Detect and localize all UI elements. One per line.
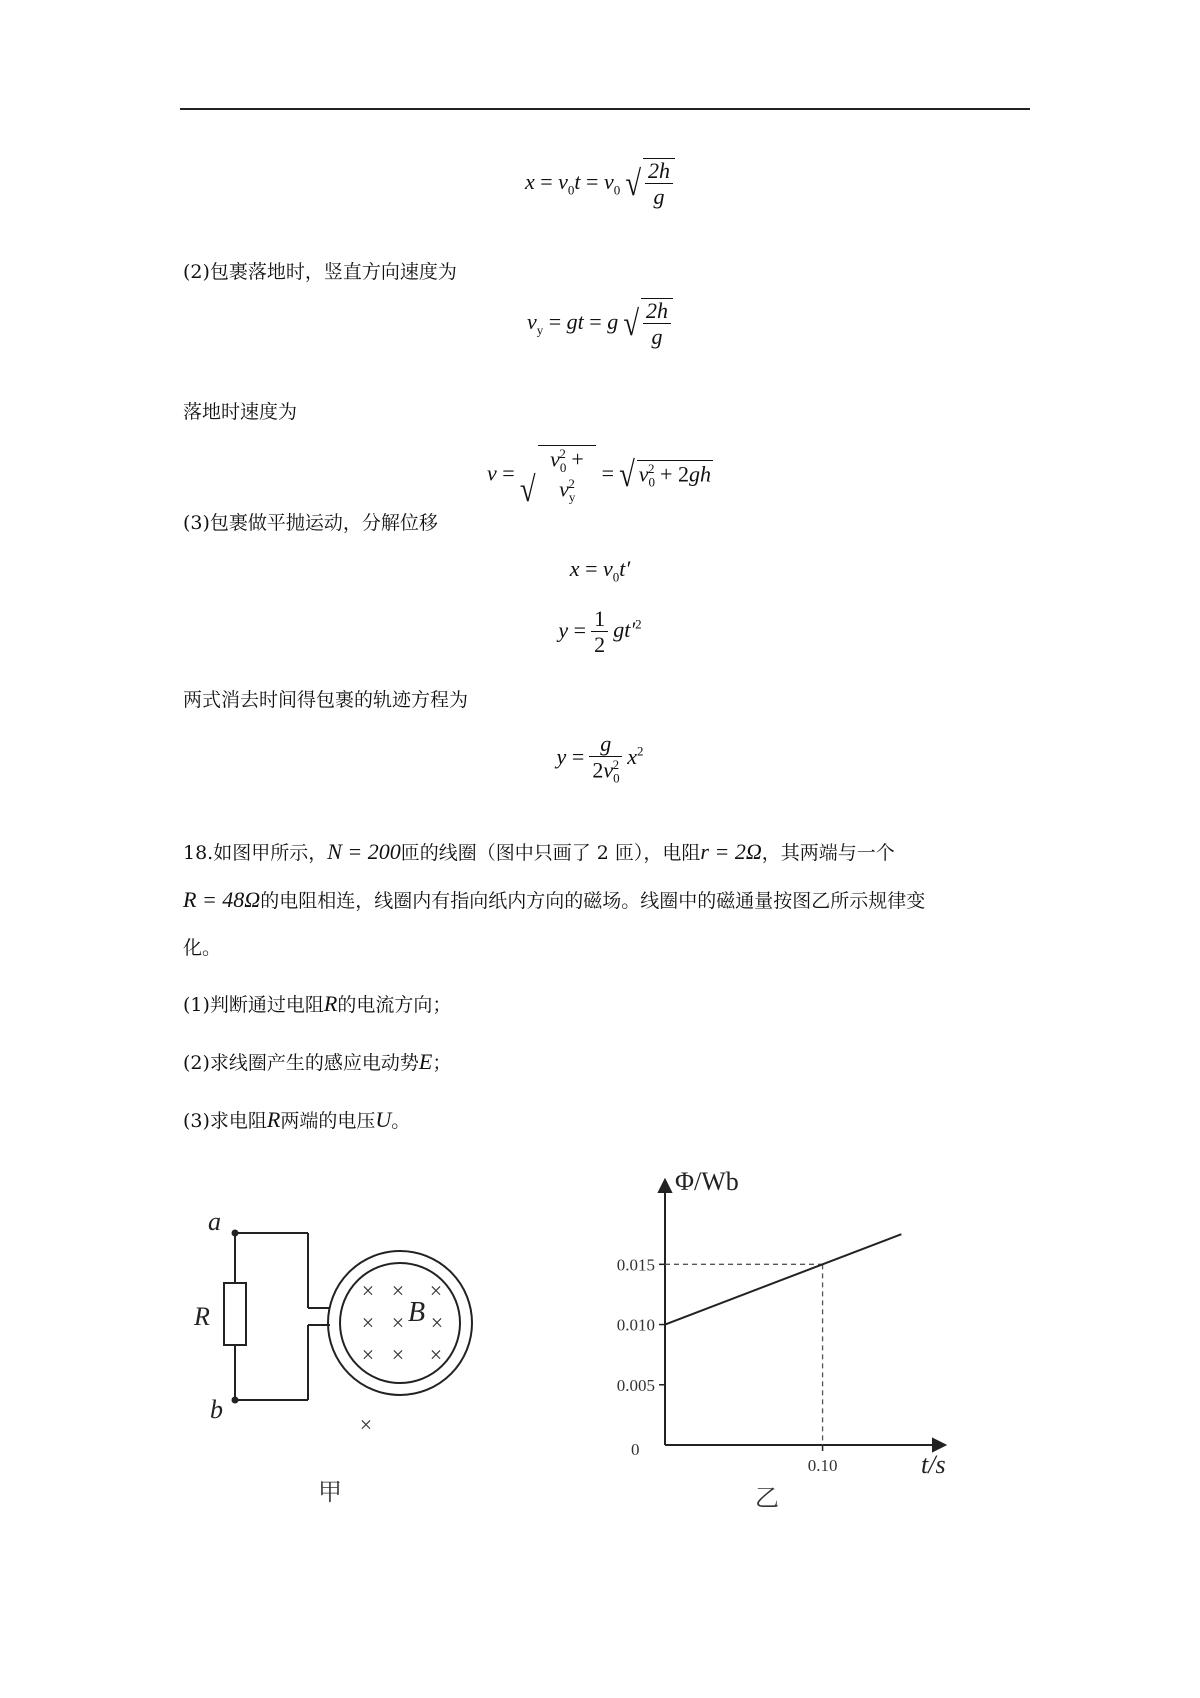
caption-yi: 乙 — [755, 1484, 779, 1512]
cross-mark: × — [391, 1310, 405, 1335]
equation-vertical-velocity: $v_y$ = gt = g √ $\frac{2h}{g}$ — [0, 298, 1200, 351]
y-tick-label: 0.005 — [616, 1375, 655, 1395]
equation-trajectory: y = $\frac{g}{2v_0^2}$ $x^2$ — [556, 731, 644, 786]
y-tick-label: 0.010 — [616, 1315, 655, 1335]
x-axis-label: t/s — [921, 1450, 946, 1479]
sub-question-2: (2)求线圈产生的感应电动势E； — [183, 1049, 452, 1074]
cross-mark: × — [429, 1342, 443, 1367]
cross-mark: × — [391, 1278, 405, 1303]
cross-mark: × — [430, 1310, 444, 1335]
question-18-line3: 化。 — [183, 937, 222, 959]
flux-line — [665, 1234, 901, 1324]
paragraph-part3: (3)包裹做平抛运动，分解位移 — [183, 512, 438, 534]
equation-landing-speed: $v = √v_0^2 + v_y^2$ = √ $v_0^2 + 2gh$ — [487, 446, 711, 510]
caption-jia: 甲 — [318, 1480, 342, 1506]
cross-mark: × — [361, 1278, 375, 1303]
cross-mark: × — [359, 1412, 373, 1437]
label-R: R — [194, 1302, 210, 1331]
cross-mark: × — [391, 1342, 405, 1367]
equation-y-displacement: y = $\frac{1}{2}$ $gt'^2$ — [558, 606, 642, 658]
paragraph-part2: (2)包裹落地时，竖直方向速度为 — [183, 261, 457, 283]
label-b: b — [210, 1395, 223, 1424]
header-rule — [180, 108, 1030, 110]
equation-x-displacement: $x = v_0t'$ — [569, 556, 631, 585]
equation-horizontal-displacement: $x = v_0t = v_0$ √ $\frac{2h}{g}$ — [0, 158, 1200, 211]
question-18-line2: R = 48Ω的电阻相连，线圈内有指向纸内方向的磁场。线圈中的磁通量按图乙所示规律变 — [183, 887, 926, 912]
cross-mark: × — [361, 1342, 375, 1367]
sub-question-3: (3)求电阻R两端的电压U。 — [183, 1107, 411, 1132]
figure-circuit — [180, 1190, 510, 1530]
terminal-a-dot — [232, 1230, 239, 1237]
label-B: B — [408, 1297, 426, 1328]
question-18-line1: 18.如图甲所示，N = 200匝的线圈（图中只画了 2 匝），电阻r = 2Ω，其两端与一个 — [183, 839, 895, 864]
y-tick-label: 0.015 — [616, 1255, 655, 1275]
cross-mark: × — [361, 1310, 375, 1335]
paragraph-trajectory: 两式消去时间得包裹的轨迹方程为 — [183, 689, 469, 711]
paragraph-landing-speed: 落地时速度为 — [183, 401, 298, 423]
x-tick-label: 0.10 — [807, 1456, 838, 1475]
y-axis-label: Φ/Wb — [675, 1167, 739, 1196]
sub-question-1: (1)判断通过电阻R的电流方向； — [183, 991, 452, 1016]
figure-flux-chart — [580, 1160, 980, 1520]
label-a: a — [208, 1207, 221, 1236]
cross-mark: × — [429, 1278, 443, 1303]
terminal-b-dot — [232, 1397, 239, 1404]
origin-label: 0 — [631, 1440, 640, 1459]
y-axis-arrow — [659, 1180, 671, 1192]
